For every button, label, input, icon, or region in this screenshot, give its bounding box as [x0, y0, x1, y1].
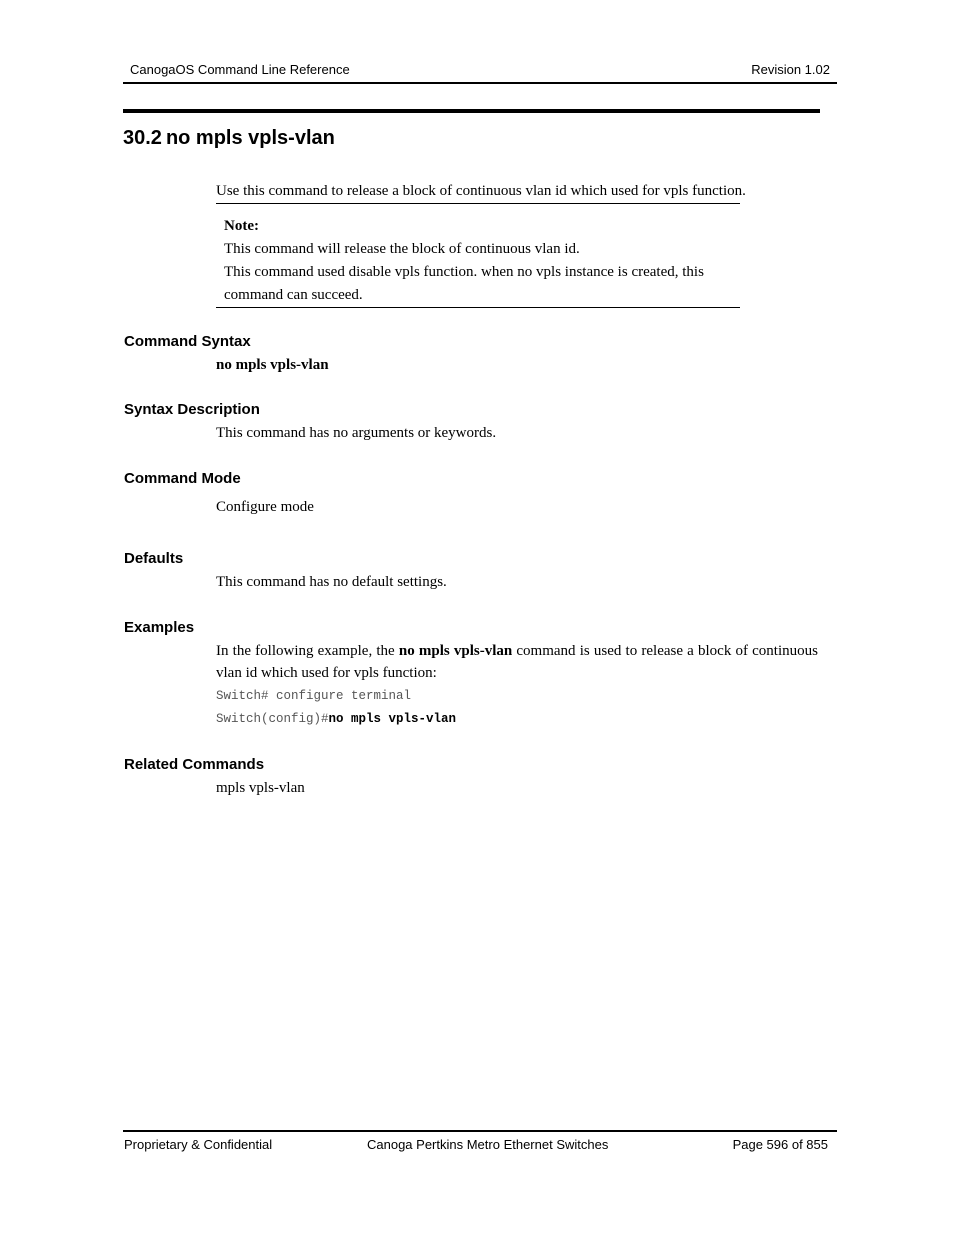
section-name: no mpls vpls-vlan — [165, 127, 335, 149]
related-commands-text: mpls vpls-vlan — [216, 780, 305, 796]
command-syntax-text: no mpls vpls-vlan — [216, 357, 329, 373]
examples-text-after: command is used to release a block of continuous vlan id which used for vpls function: — [216, 643, 818, 681]
note-line-2: This command used disable vpls function. when no vpls instance is created, this — [224, 264, 704, 280]
note-line-1: This command will release the block of continuous vlan id. — [224, 241, 580, 257]
section-divider — [123, 109, 820, 113]
code-prompt: Switch(config)# — [216, 712, 329, 726]
command-mode-text: Configure mode — [216, 499, 314, 515]
header-doc-title: CanogaOS Command Line Reference — [130, 62, 350, 77]
code-line-1: Switch# configure terminal — [216, 689, 412, 703]
examples-command: no mpls vpls-vlan — [398, 643, 513, 659]
examples-description — [216, 640, 818, 684]
code-command: no mpls vpls-vlan — [328, 712, 457, 726]
syntax-description-heading: Syntax Description — [124, 401, 260, 418]
section-title — [123, 126, 335, 150]
section-intro: Use this command to release a block of continuous vlan id which used for vpls function. — [216, 183, 746, 199]
footer-divider — [123, 1130, 837, 1132]
note-line-3: command can succeed. — [224, 287, 363, 303]
defaults-text: This command has no default settings. — [216, 574, 447, 590]
code-line-2 — [216, 711, 456, 727]
related-commands-heading: Related Commands — [124, 756, 265, 773]
footer-center: Canoga Pertkins Metro Ethernet Switches — [367, 1137, 609, 1152]
command-syntax-heading: Command Syntax — [124, 333, 251, 350]
examples-text-before: In the following example, the — [216, 643, 399, 659]
examples-heading: Examples — [124, 619, 195, 636]
note-label: Note: — [224, 218, 259, 234]
command-mode-heading: Command Mode — [124, 470, 241, 487]
note-box — [216, 203, 740, 308]
footer-left: Proprietary & Confidential — [124, 1137, 273, 1152]
header-divider — [123, 82, 837, 84]
section-number: 30.2 — [123, 127, 162, 149]
header-revision: Revision 1.02 — [751, 62, 830, 77]
footer-page-number: Page 596 of 855 — [732, 1137, 828, 1152]
syntax-description-text: This command has no arguments or keywords. — [216, 425, 497, 441]
defaults-heading: Defaults — [124, 550, 184, 567]
